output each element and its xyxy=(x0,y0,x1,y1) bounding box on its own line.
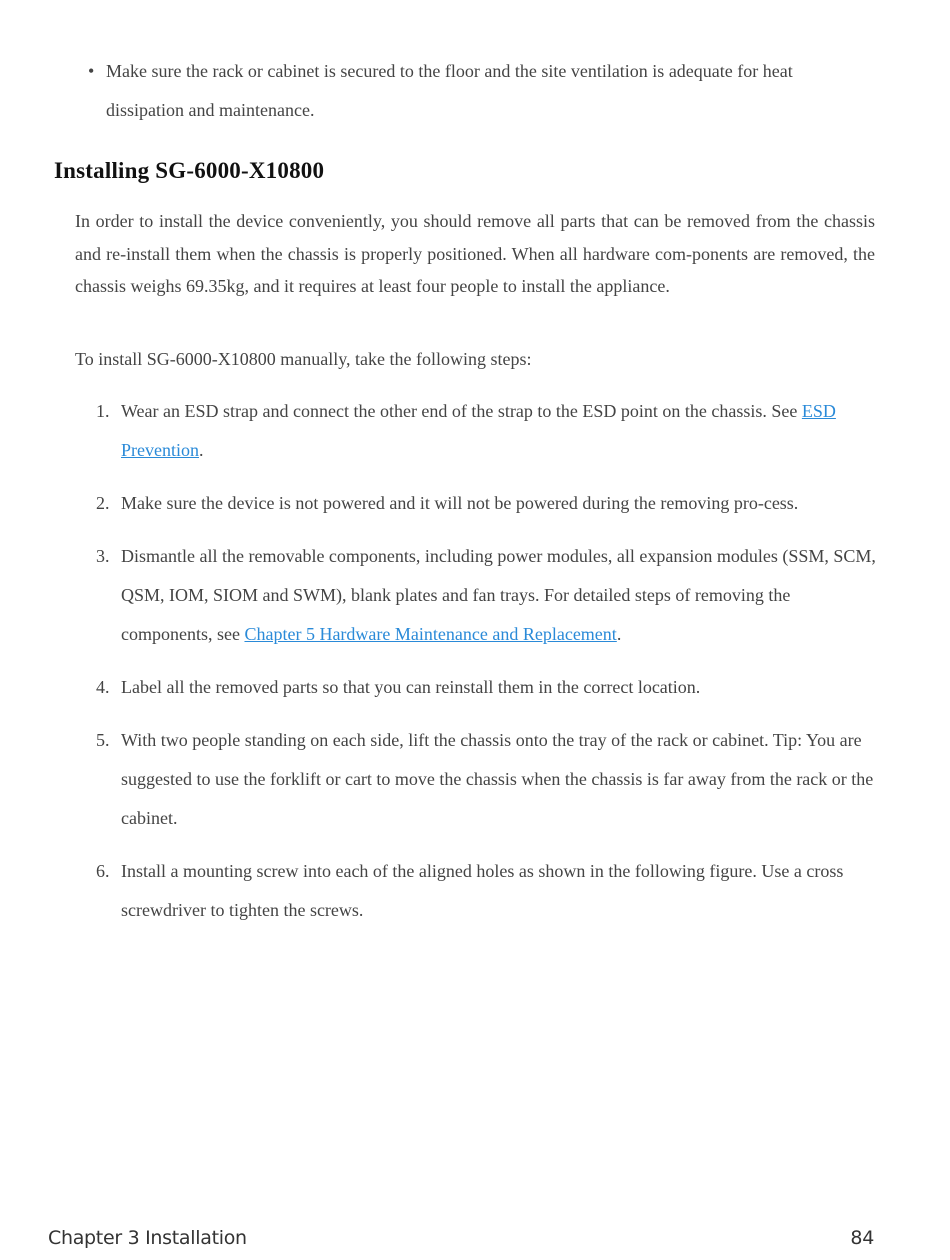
step-text-end: . xyxy=(616,624,622,644)
step-3 xyxy=(96,537,876,654)
step-number: 2. xyxy=(96,493,110,513)
bullet-item xyxy=(88,52,868,130)
intro-paragraph: In order to install the device conveniently, you should remove all parts that can be removed from the chassis and re-install them when the chassis is properly positioned. When all hardware com-ponents are removed, the chassis weighs 69.35kg, and it requires at least four people to install the appliance. xyxy=(75,211,875,296)
step-number: 6. xyxy=(96,861,110,881)
bullet-marker: • xyxy=(88,61,95,81)
esd-prevention-link[interactable]: ESD Prevention xyxy=(121,401,836,460)
bullet-text: Make sure the rack or cabinet is secured to the floor and the site ventilation is adequate for heat dissipation and maintenance. xyxy=(106,61,793,120)
step-number: 5. xyxy=(96,730,110,750)
step-1 xyxy=(96,392,876,470)
step-text: Install a mounting screw into each of the aligned holes as shown in the following figure. Use a cross screwdriver to tighten the screws. xyxy=(121,861,844,920)
chapter-5-link[interactable]: Chapter 5 Hardware Maintenance and Replacement xyxy=(244,624,617,644)
steps-lead: To install SG-6000-X10800 manually, take the following steps: xyxy=(75,349,532,369)
step-number: 1. xyxy=(96,401,110,421)
step-number: 3. xyxy=(96,546,110,566)
step-6 xyxy=(96,852,876,930)
step-2 xyxy=(96,484,876,523)
step-number: 4. xyxy=(96,677,110,697)
footer-chapter: Chapter 3 Installation xyxy=(48,1227,247,1249)
page-footer xyxy=(48,1224,874,1252)
step-text: Label all the removed parts so that you can reinstall them in the correct location. xyxy=(121,677,701,697)
step-text-end: . xyxy=(199,440,204,460)
step-text: Wear an ESD strap and connect the other end of the strap to the ESD point on the chassis. See xyxy=(121,401,802,421)
page-number: 84 xyxy=(850,1227,874,1249)
step-5 xyxy=(96,721,876,838)
step-4 xyxy=(96,668,876,707)
step-text: Dismantle all the removable components, including power modules, all expansion modules (SSM, SCM, QSM, IOM, SIOM and SWM), blank plates and fan trays. For detailed steps of removing the components, see xyxy=(121,546,876,644)
section-title: Installing SG-6000-X10800 xyxy=(54,158,325,183)
step-text: With two people standing on each side, lift the chassis onto the tray of the rack or cabinet. Tip: You are suggested to use the forklift or cart to move the chassis when the chassis is far away from the rack or the cabinet. xyxy=(121,730,874,828)
steps-list xyxy=(96,392,876,944)
step-text: Make sure the device is not powered and it will not be powered during the removing pro-cess. xyxy=(121,493,799,513)
